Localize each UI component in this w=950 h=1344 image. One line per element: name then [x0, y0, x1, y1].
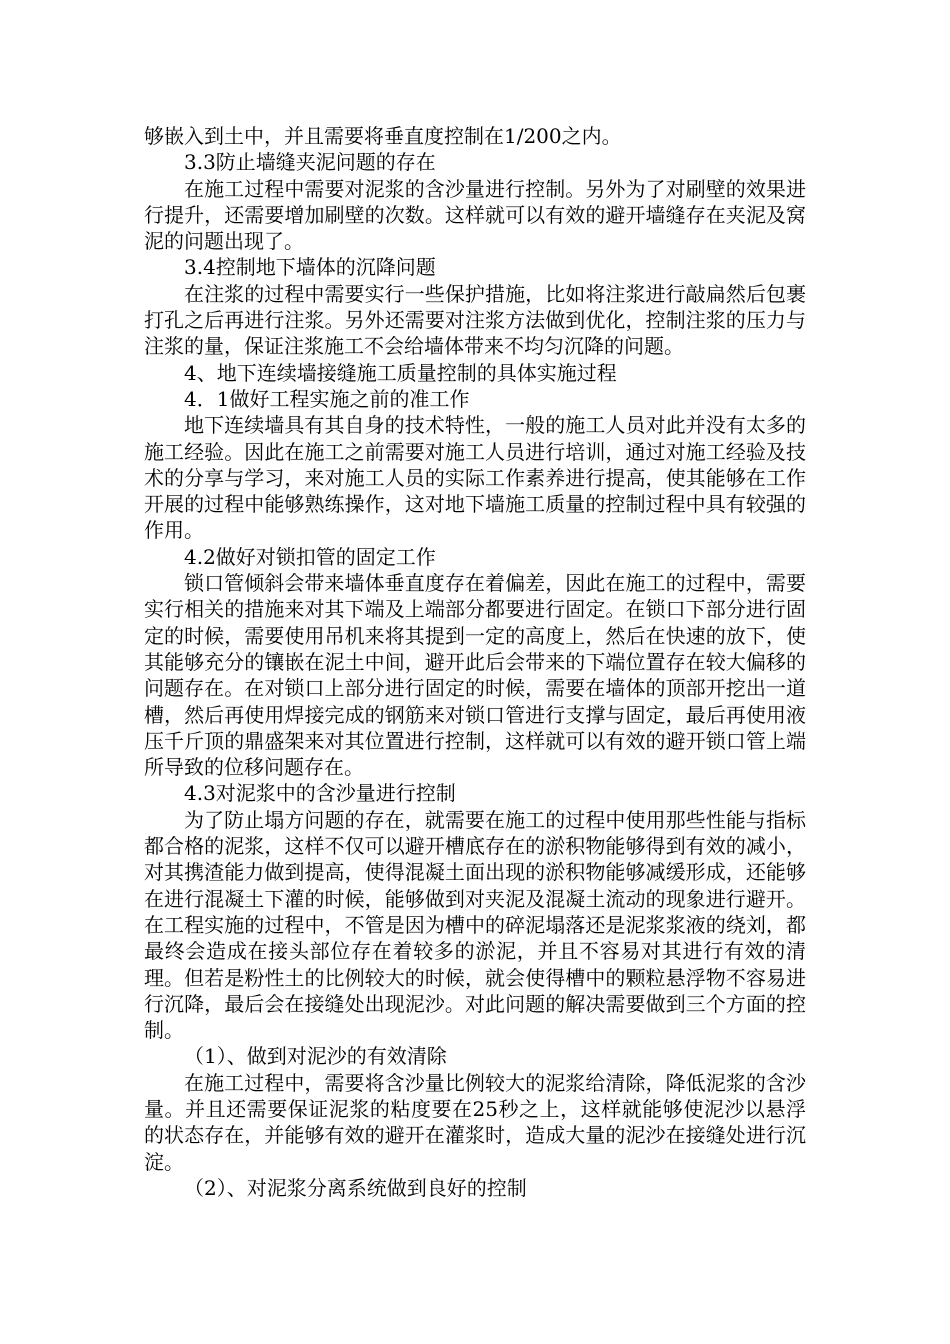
section-heading-4-3: 4.3对泥浆中的含沙量进行控制 [184, 781, 456, 806]
paragraph: 在施工过程中，需要将含沙量比例较大的泥浆给清除，降低泥浆的含沙量。并且还需要保证泥浆的粘度要在25秒之上，这样就能够使泥沙以悬浮的状态存在，并能够有效的避开在灌浆时，造成大量的泥沙在接缝处进行沉淀。 [144, 1070, 806, 1174]
section-heading-3-3: 3.3防止墙缝夹泥问题的存在 [184, 150, 436, 175]
paragraph: 地下连续墙具有其自身的技术特性，一般的施工人员对此并没有太多的施工经验。因此在施工之前需要对施工人员进行培训，通过对施工经验及技术的分享与学习，来对施工人员的实际工作素养进行提高，使其能够在工作开展的过程中能够熟练操作，这对地下墙施工质量的控制过程中具有较强的作用。 [144, 413, 806, 543]
paragraph: 在施工过程中需要对泥浆的含沙量进行控制。另外为了对刷壁的效果进行提升，还需要增加刷壁的次数。这样就可以有效的避开墙缝存在夹泥及窝泥的问题出现了。 [144, 176, 806, 254]
section-heading-4-2: 4.2做好对锁扣管的固定工作 [184, 544, 436, 569]
paragraph: 在注浆的过程中需要实行一些保护措施，比如将注浆进行敲扁然后包裹打孔之后再进行注浆。另外还需要对注浆方法做到优化，控制注浆的压力与注浆的量，保证注浆施工不会给墙体带来不均匀沉降的问题。 [144, 281, 806, 359]
section-heading-4: 4、地下连续墙接缝施工质量控制的具体实施过程 [184, 360, 617, 385]
section-heading-3-4: 3.4控制地下墙体的沉降问题 [184, 255, 436, 280]
paragraph-continuation: 够嵌入到土中，并且需要将垂直度控制在1/200之内。 [144, 124, 622, 148]
list-item-heading-2: （2）、对泥浆分离系统做到良好的控制 [184, 1175, 527, 1200]
paragraph: 锁口管倾斜会带来墙体垂直度存在着偏差，因此在施工的过程中，需要实行相关的措施来对其下端及上端部分都要进行固定。在锁口下部分进行固定的时候，需要使用吊机来将其提到一定的高度上，然后在快速的放下，使其能够充分的镶嵌在泥土中间，避开此后会带来的下端位置存在较大偏移的问题存在。在对锁口上部分进行固定的时候，需要在墙体的顶部开挖出一道槽，然后再使用焊接完成的钢筋来对锁口管进行支撑与固定，最后再使用液压千斤顶的鼎盛架来对其位置进行控制，这样就可以有效的避开锁口管上端所导致的位移问题存在。 [144, 571, 806, 780]
paragraph: 为了防止塌方问题的存在，就需要在施工的过程中使用那些性能与指标都合格的泥浆，这样不仅可以避开槽底存在的淤积物能够得到有效的减小，对其携渣能力做到提高，使得混凝土面出现的淤积物能够减缓形成，还能够在进行混凝土下灌的时候，能够做到对夹泥及混凝土流动的现象进行避开。在工程实施的过程中，不管是因为槽中的碎泥塌落还是泥浆浆液的绕刘，都最终会造成在接头部位存在着较多的淤泥，并且不容易对其进行有效的清理。但若是粉性土的比例较大的时候，就会使得槽中的颗粒悬浮物不容易进行沉降，最后会在接缝处出现泥沙。对此问题的解决需要做到三个方面的控制。 [144, 807, 806, 1043]
section-heading-4-1: 4．1做好工程实施之前的准工作 [184, 386, 470, 411]
list-item-heading-1: （1）、做到对泥沙的有效清除 [184, 1044, 447, 1069]
document-body [144, 123, 806, 1201]
